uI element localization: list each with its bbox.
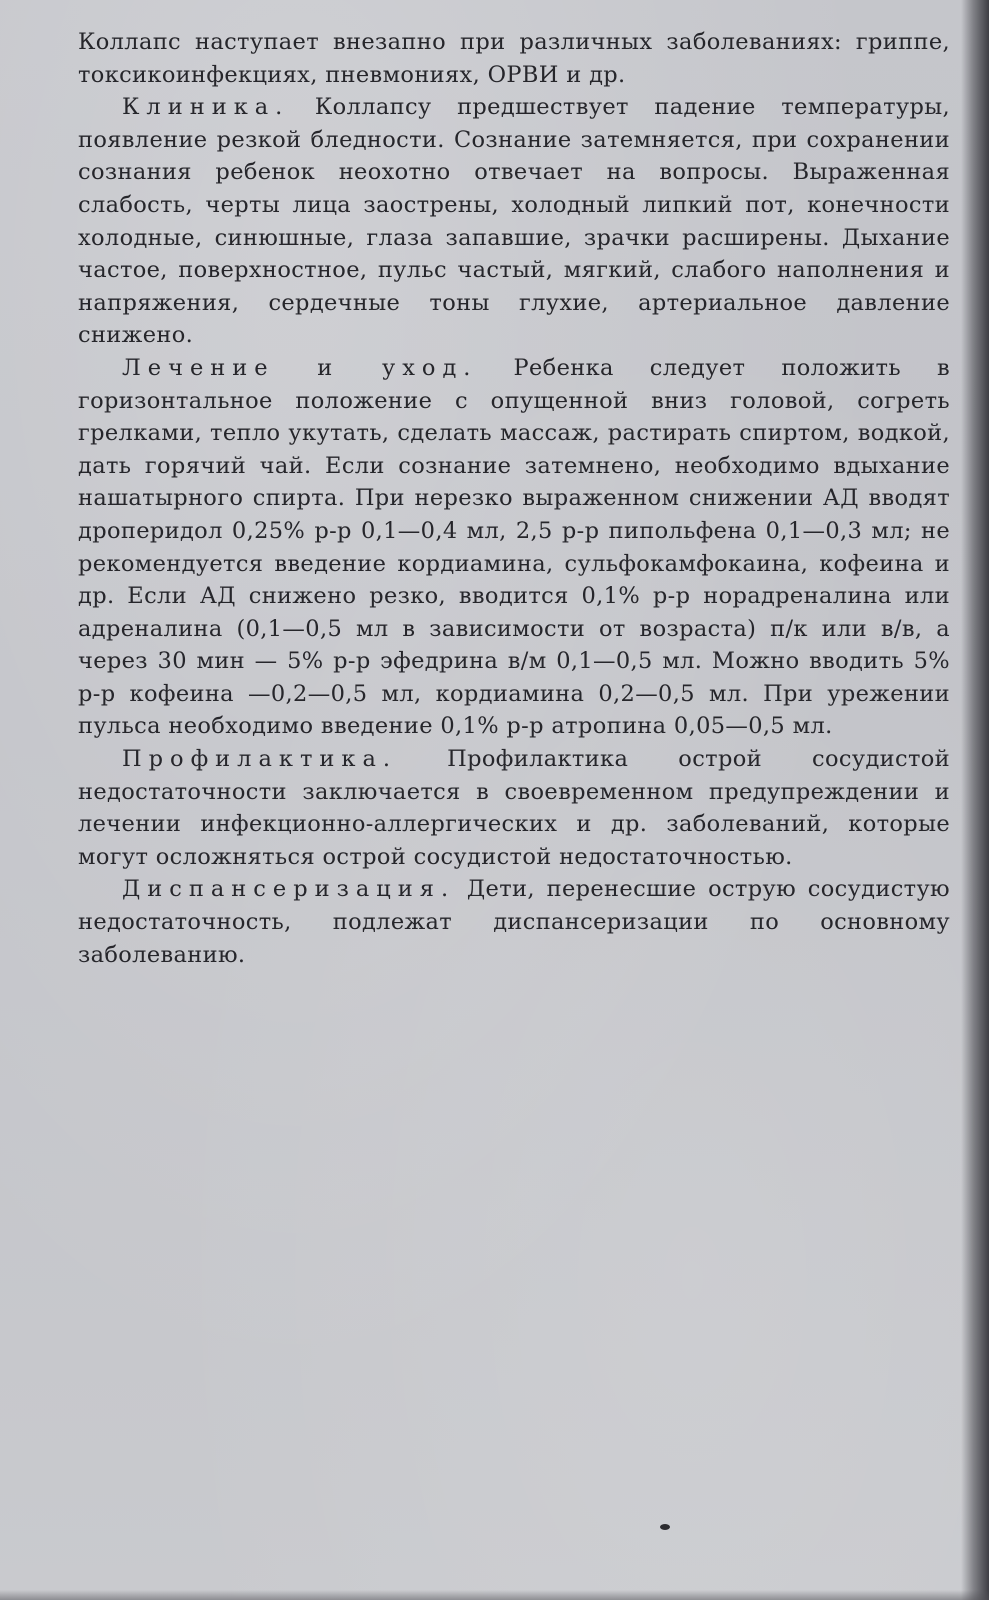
section-text: Ребенка следует положить в горизонтальное положение с опущенной вниз головой, согреть грелками, тепло укутать, сделать массаж, растирать спиртом, водкой, дать горячий чай. Если сознание затемнено, необходимо вдыхание нашатырного спирта. При нерезко выраженном снижении АД вводят дроперидол 0,25% р-р 0,1—0,4 мл, 2,5 р-р пипольфена 0,1—0,3 мл; не рекомендуется введение кордиамина, сульфокамфокаина, кофеина и др. Если АД снижено резко, вводится 0,1% р-р норадреналина или адреналина (0,1—0,5 мл в зависимости от возраста) п/к или в/в, а через 30 мин — 5% р-р эфедрина в/м 0,1—0,5 мл. Можно вводить 5% р-р кофеина —0,2—0,5 мл, кордиамина 0,2—0,5 мл. При урежении пульса необходимо введение 0,1% р-р атропина 0,05—0,5 мл.	[78, 354, 950, 740]
section-treatment	[78, 352, 950, 743]
page-edge-shadow	[961, 0, 989, 1600]
section-prevention	[78, 743, 950, 873]
section-heading: Профилактика.	[122, 746, 398, 773]
section-heading: Лечение и уход.	[122, 354, 478, 381]
section-text: Профилактика острой сосудистой недостаточности заключается в своевременном предупреждении и лечении инфекционно-аллергических и др. заболеваний, которые могут осложняться острой сосудистой недостаточностью.	[78, 746, 950, 870]
section-text: Дети, перенесшие острую сосудистую недостаточность, подлежат диспансеризации по основному заболеванию.	[78, 876, 950, 968]
section-heading: Клиника.	[122, 94, 290, 121]
section-text: Коллапсу предшествует падение температуры, появление резкой бледности. Сознание затемняется, при сохранении сознания ребенок неохотно отвечает на вопросы. Выраженная слабость, черты лица заострены, холодный липкий пот, конечности холодные, синюшные, глаза запавшие, зрачки расширены. Дыхание частое, поверхностное, пульс частый, мягкий, слабого наполнения и напряжения, сердечные тоны глухие, артериальное давление снижено.	[78, 94, 950, 349]
section-dispensary	[78, 873, 950, 971]
intro-paragraph: Коллапс наступает внезапно при различных заболеваниях: гриппе, токсикоинфекциях, пневмониях, ОРВИ и др.	[78, 29, 950, 88]
ink-speck	[660, 1524, 670, 1530]
section-heading: Диспансеризация.	[122, 876, 456, 903]
page-bottom-shadow	[0, 1590, 989, 1600]
section-clinic	[78, 91, 950, 352]
page-text	[78, 26, 950, 971]
